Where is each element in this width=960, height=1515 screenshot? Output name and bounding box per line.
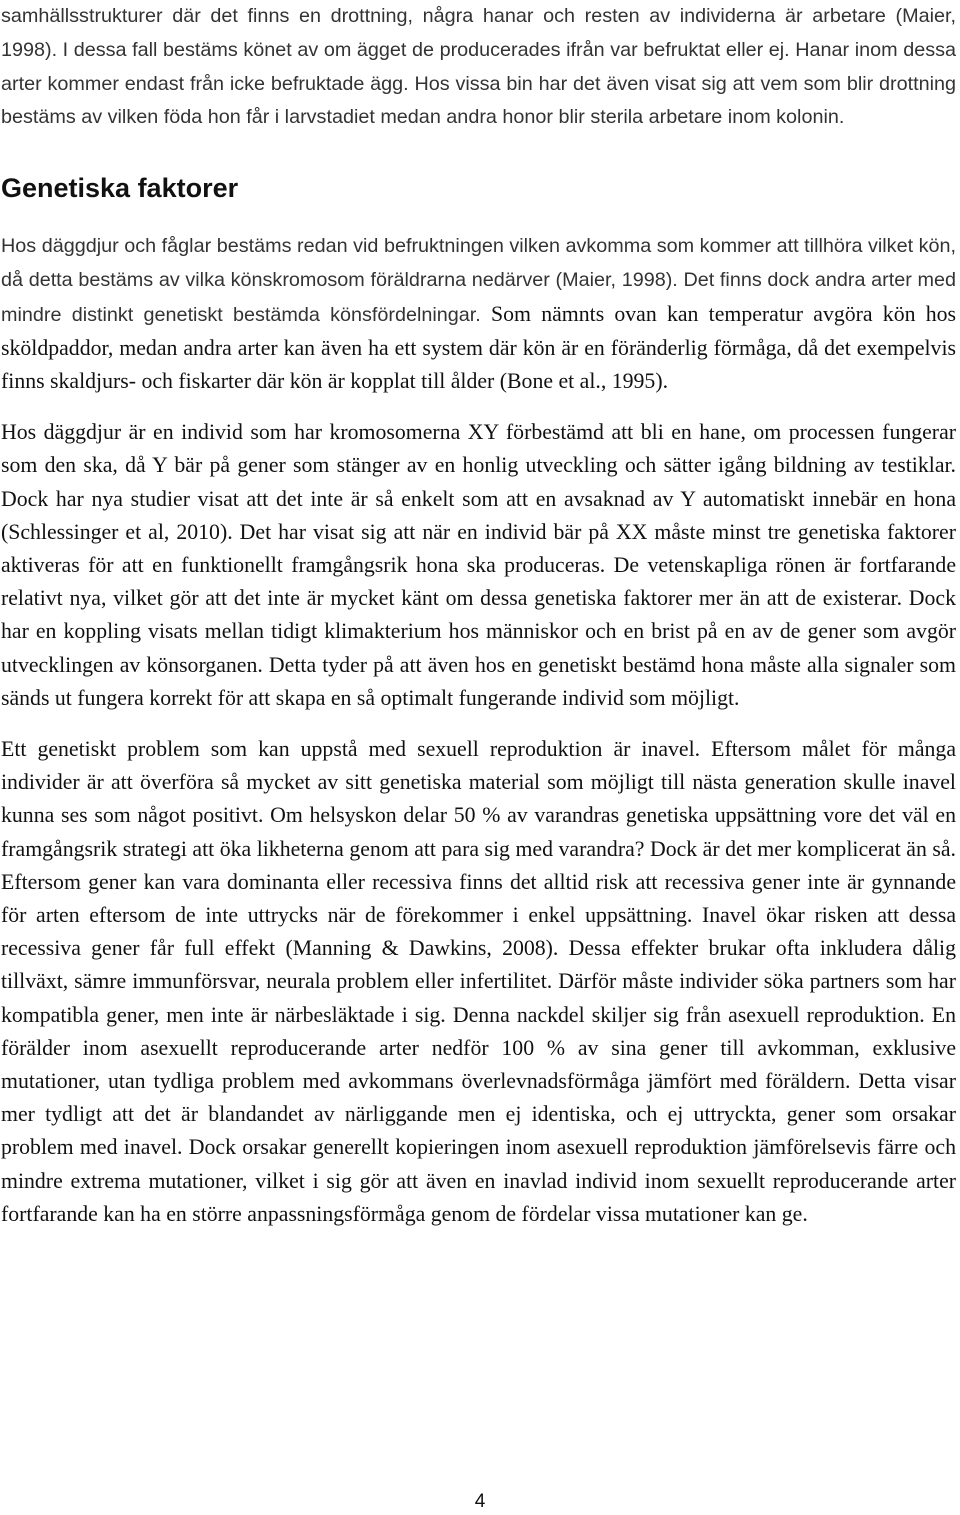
section-heading: Genetiska faktorer: [1, 173, 239, 204]
paragraph-genetics-intro-sans: Hos däggdjur och fåglar bestäms redan vid befruktningen vilken avkomma som kommer att tillhöra vilket kön, då detta bestäms av vilka könskromosom föräldrarna nedärver (Maier, 1998). Det finns dock andra arter med mindre distinkt genetiskt bestämda könsfördelningar.: [1, 235, 956, 326]
paragraph-genetics-intro: [1, 229, 956, 398]
paragraph-mammals-xy: Hos däggdjur är en individ som har kromosomerna XY förbestämd att bli en hane, om processen fungerar som den ska, då Y bär på gener som stänger av en honlig utveckling och sätter igång bildning av testiklar. Dock har nya studier visat att det inte är så enkelt som att en avsaknad av Y automatiskt innebär en hona (Schlessinger et al, 2010). Det har visat sig att när en individ bär på XX måste minst tre genetiska faktorer aktiveras för att en funktionellt framgångsrik hona ska produceras. De vetenskapliga rönen är fortfarande relativt nya, vilket gör att det inte är mycket känt om dessa genetiska faktorer mer än att de existerar. Dock har en koppling visats mellan tidigt klimakterium hos människor och en brist på en av de gener som avgör utvecklingen av könsorganen. Detta tyder på att även hos en genetiskt bestämd hona måste alla signaler som sänds ut fungera korrekt för att skapa en så optimalt fungerande individ som möjligt.: [1, 420, 956, 710]
intro-paragraph: samhällsstrukturer där det finns en drottning, några hanar och resten av individerna är arbetare (Maier, 1998). I dessa fall bestäms könet av om ägget de producerades ifrån var befruktat eller ej. Hanar inom dessa arter kommer endast från icke befruktade ägg. Hos vissa bin har det även visat sig att vem som blir drottning bestäms av vilken föda hon får i larvstadiet medan andra honor blir sterila arbetare inom kolonin.: [1, 5, 956, 129]
page-number: 4: [474, 1491, 486, 1512]
paragraph-inbreeding: Ett genetiskt problem som kan uppstå med sexuell reproduktion är inavel. Eftersom målet för många individer är att överföra så mycket av sitt genetiska material som möjligt till nästa generation skulle inavel kunna ses som något positivt. Om helsyskon delar 50 % av varandras genetiska uppsättning vore det väl en framgångsrik strategi att öka likheterna genom att para sig med varandra? Dock är det mer komplicerat än så. Eftersom gener kan vara dominanta eller recessiva finns det alltid risk att recessiva gener inte är gynnande för arten eftersom de inte uttrycks när de förekommer i enkel uppsättning. Inavel ökar risken att dessa recessiva gener får full effekt (Manning & Dawkins, 2008). Dessa effekter brukar ofta inkludera dålig tillväxt, sämre immunförsvar, neurala problem eller infertilitet. Därför måste individer söka partners som har kompatibla gener, men inte är närbesläktade i sig. Denna nackdel skiljer sig från asexuell reproduktion. En förälder inom asexuellt reproducerande arter nedför 100 % av sina gener till avkomman, exklusive mutationer, utan tydliga problem med avkommans överlevnadsförmåga jämfört med föräldern. Detta visar mer tydligt att det är blandandet av närliggande men ej identiska, och ej uttryckta, gener som orsakar problem med inavel. Dock orsakar generellt kopieringen inom asexuell reproduktion jämförelsevis färre och mindre extrema mutationer, vilket i sig gör att även en inavlad individ inom sexuellt reproducerande arter fortfarande kan ha en större anpassningsförmåga genom de fördelar vissa mutationer kan ge.: [1, 737, 956, 1226]
paragraph-genetics-intro-serif: Som nämnts ovan kan temperatur avgöra kön hos sköldpaddor, medan andra arter kan även ha ett system där kön är en föränderlig förmåga, då det exempelvis finns skaldjurs- och fiskarter där kön är kopplat till ålder (Bone et al., 1995).: [1, 301, 956, 393]
